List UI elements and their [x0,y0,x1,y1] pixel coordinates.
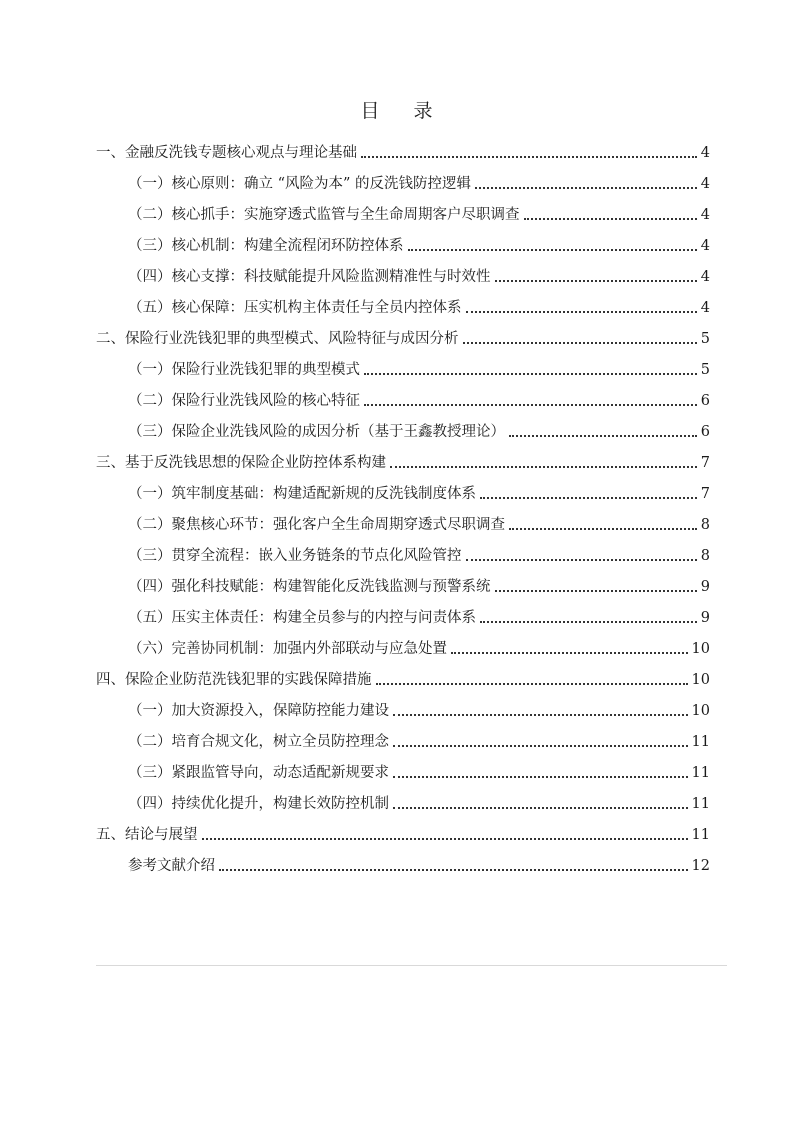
toc-entry[interactable] [128,386,710,417]
dot-leader [451,652,688,654]
toc-entry-title: （二）培育合规文化，树立全员防控理念 [128,734,389,750]
toc-page-number: 9 [700,610,710,626]
dot-leader [393,714,688,716]
toc-page-number: 4 [700,145,710,161]
toc-entry[interactable] [128,479,710,510]
toc-page-number: 7 [700,455,710,471]
toc-entry-title: （一）核心原则：确立 “风险为本” 的反洗钱防控逻辑 [128,176,472,192]
toc-entry-title: （五）核心保障：压实机构主体责任与全员内控体系 [128,300,462,316]
toc-entry[interactable] [128,541,710,572]
toc-entry-title: （一）保险行业洗钱犯罪的典型模式 [128,362,360,378]
toc-page-number: 9 [700,579,710,595]
toc-page-number: 6 [700,424,710,440]
toc-page-number: 8 [700,517,710,533]
toc-entry[interactable] [96,138,710,169]
toc-entry-title: （一）加大资源投入，保障防控能力建设 [128,703,389,719]
toc-page-number: 4 [700,300,710,316]
toc-entry[interactable] [128,293,710,324]
toc-entry[interactable] [128,510,710,541]
dot-leader [466,559,697,561]
toc-entry[interactable] [128,758,710,789]
toc-entry-title: （三）贯穿全流程：嵌入业务链条的节点化风险管控 [128,548,462,564]
dot-leader [466,311,697,313]
toc-page-number: 4 [700,176,710,192]
toc-entry[interactable] [128,200,710,231]
toc-entry-title: 四、保险企业防范洗钱犯罪的实践保障措施 [96,672,372,688]
toc-page-number: 6 [700,393,710,409]
dot-leader [393,807,688,809]
toc-entry-title: （四）持续优化提升，构建长效防控机制 [128,796,389,812]
dot-leader [408,249,697,251]
toc-page-number: 11 [691,827,710,843]
dot-leader [364,404,697,406]
toc-entry[interactable] [128,231,710,262]
toc-entry-title: （二）核心抓手：实施穿透式监管与全生命周期客户尽职调查 [128,207,520,223]
dot-leader [390,466,697,468]
dot-leader [509,435,697,437]
dot-leader [495,280,697,282]
dot-leader [364,373,697,375]
toc-entry-title: （三）核心机制：构建全流程闭环防控体系 [128,238,404,254]
dot-leader [480,497,697,499]
toc-entry[interactable] [128,634,710,665]
toc-entry[interactable] [128,603,710,634]
toc-page-number: 11 [691,796,710,812]
toc-entry-title: （六）完善协同机制：加强内外部联动与应急处置 [128,641,447,657]
toc-page-number: 5 [700,362,710,378]
toc-entry[interactable] [128,262,710,293]
toc-entry-title: （四）核心支撑：科技赋能提升风险监测精准性与时效性 [128,269,491,285]
toc-page-number: 5 [700,331,710,347]
toc-page-number: 11 [691,734,710,750]
dot-leader [480,621,697,623]
toc-entry-title: 一、金融反洗钱专题核心观点与理论基础 [96,145,357,161]
toc-entry-title: 三、基于反洗钱思想的保险企业防控体系构建 [96,455,386,471]
page-divider [96,965,727,966]
toc-entry-title: （三）保险企业洗钱风险的成因分析（基于王鑫教授理论） [128,424,505,440]
toc-entry-title: 参考文献介绍 [128,858,215,874]
toc-page-number: 4 [700,269,710,285]
toc-entry[interactable] [128,789,710,820]
toc-entry[interactable] [128,355,710,386]
toc-page-number: 4 [700,207,710,223]
dot-leader [393,776,688,778]
toc-entry-title: 二、保险行业洗钱犯罪的典型模式、风险特征与成因分析 [96,331,459,347]
toc-entry-title: （二）聚焦核心环节：强化客户全生命周期穿透式尽职调查 [128,517,505,533]
toc-entry-title: （四）强化科技赋能：构建智能化反洗钱监测与预警系统 [128,579,491,595]
toc-title: 目 录 [360,100,447,122]
toc-entry-title: （一）筑牢制度基础：构建适配新规的反洗钱制度体系 [128,486,476,502]
toc-entry-title: 五、结论与展望 [96,827,198,843]
toc-entry[interactable] [96,324,710,355]
toc-page-number: 10 [691,641,710,657]
dot-leader [524,218,697,220]
dot-leader [361,156,697,158]
dot-leader [509,528,697,530]
toc-entry-title: （三）紧跟监管导向，动态适配新规要求 [128,765,389,781]
dot-leader [393,745,688,747]
dot-leader [463,342,697,344]
toc-entry[interactable] [128,417,710,448]
toc-page-number: 10 [691,672,710,688]
dot-leader [202,838,688,840]
dot-leader [475,187,697,189]
toc-entry[interactable] [128,696,710,727]
toc-page-number: 11 [691,765,710,781]
toc-entry[interactable] [128,169,710,200]
toc-entry[interactable] [128,727,710,758]
toc-entry[interactable] [128,572,710,603]
dot-leader [219,869,688,871]
toc-page-number: 4 [700,238,710,254]
toc-entry[interactable] [96,820,710,851]
toc-page-number: 7 [700,486,710,502]
toc-page-number: 8 [700,548,710,564]
toc-entry[interactable] [96,448,710,479]
toc-entry-title: （五）压实主体责任：构建全员参与的内控与问责体系 [128,610,476,626]
toc-entry[interactable] [96,665,710,696]
toc-entry[interactable] [128,851,710,882]
toc-page-number: 12 [691,858,710,874]
toc-page-number: 10 [691,703,710,719]
dot-leader [376,683,688,685]
toc-entry-title: （二）保险行业洗钱风险的核心特征 [128,393,360,409]
dot-leader [495,590,697,592]
